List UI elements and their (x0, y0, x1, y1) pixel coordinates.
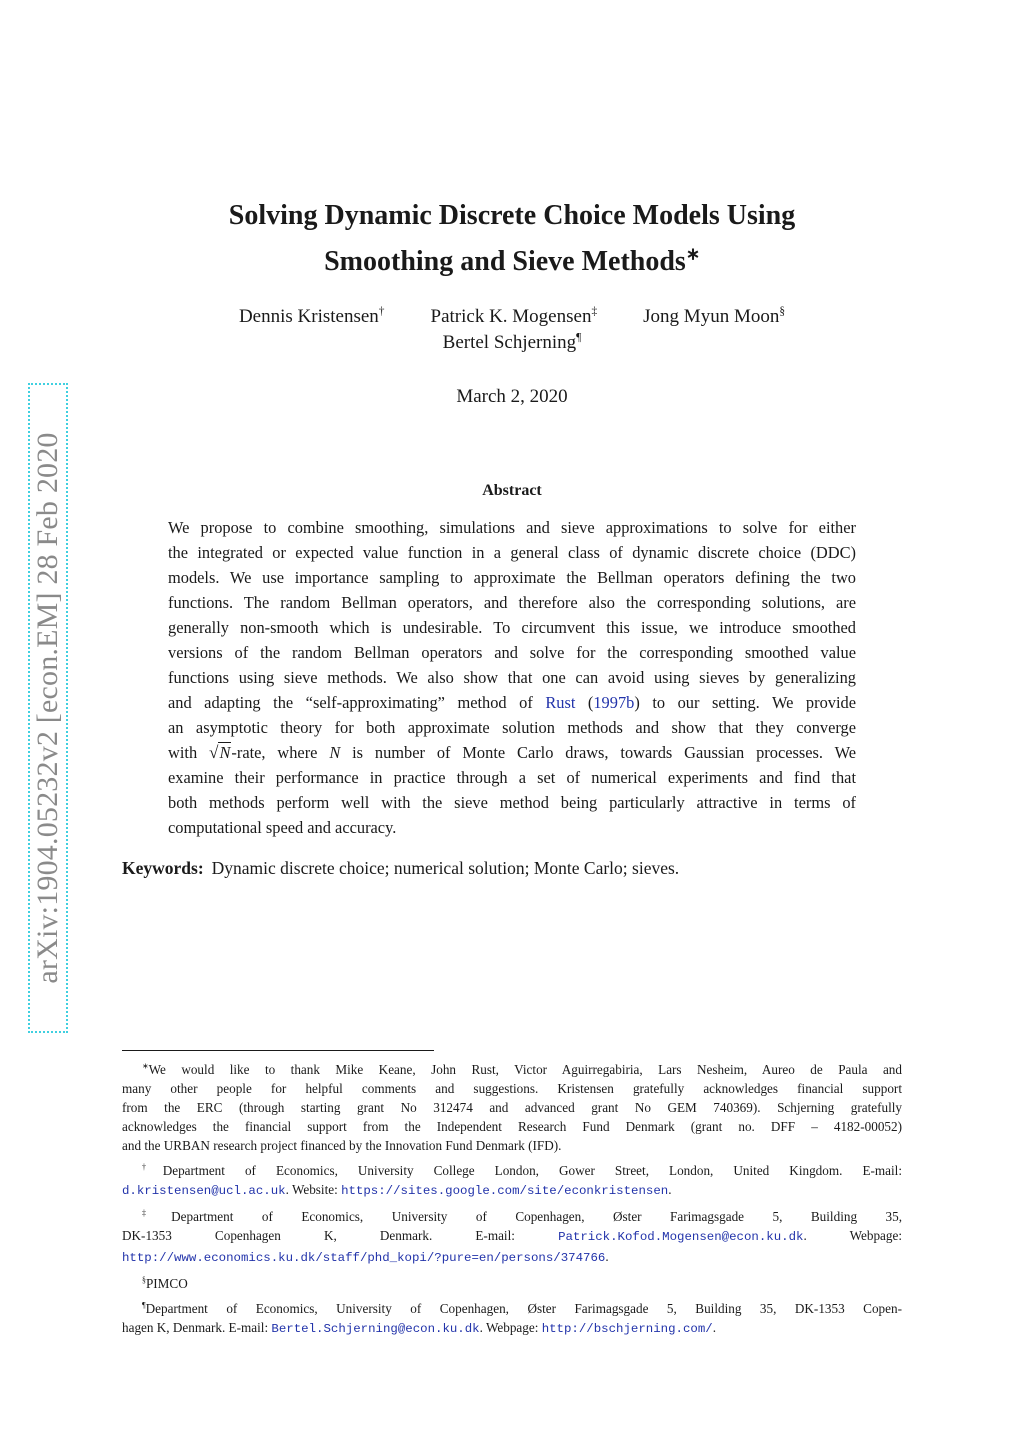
footnote-line (122, 1247, 902, 1268)
abstract-line: and adapting the “self-approximating” method of Rust (1997b) to our setting. We provide (168, 693, 856, 712)
title-line-2 (120, 239, 904, 285)
author-footnote-mark[interactable]: § (779, 305, 786, 318)
abstract-line (168, 740, 856, 765)
keywords (122, 858, 902, 879)
footnote-text: Department of Economics, University of Copenhagen, Øster Farimagsgade 5, Building 35, (171, 1209, 903, 1224)
title-line-2-text: Smoothing and Sieve Methods (324, 246, 686, 277)
footnote-line (122, 1207, 902, 1226)
footnote-line: many other people for helpful comments and suggestions. Kristensen gratefully acknowledges financial support (122, 1081, 902, 1096)
author-footnote-mark[interactable]: ‡ (591, 305, 598, 318)
footnote-text: . Website: (285, 1182, 338, 1197)
footnote-text: DK-1353 Copenhagen K, Denmark. E-mail: (122, 1228, 515, 1243)
author-name: Jong Myun Moon (643, 306, 780, 327)
footnotes (122, 1060, 902, 1345)
footnote-mark: † (142, 1162, 163, 1172)
footnote-line: and the URBAN research project financed by the Innovation Fund Denmark (IFD). (122, 1138, 562, 1153)
citation-year-link[interactable]: 1997b (593, 693, 635, 712)
abstract-line: generally non-smooth which is undesirable. To circumvent this issue, we introduce smoothed (168, 618, 856, 637)
footnote-kristensen (122, 1161, 902, 1201)
footnote-mark: ∗ (142, 1061, 149, 1071)
abstract-line: versions of the random Bellman operators and solve for the corresponding smoothed value (168, 643, 856, 662)
footnote-text: . (668, 1182, 672, 1197)
title-line-1: Solving Dynamic Discrete Choice Models Using (228, 200, 796, 231)
footnote-line (122, 1161, 902, 1180)
footnote-moon (122, 1274, 902, 1293)
author (239, 306, 385, 328)
footnote-line (122, 1180, 902, 1201)
radical-sign: √ (209, 743, 219, 762)
abstract-line: both methods perform well with the sieve method being particularly attractive in terms of (168, 793, 856, 812)
website-link[interactable]: http://bschjerning.com/ (541, 1322, 713, 1336)
footnote-text: Department of Economics, University of Copenhagen, Øster Farimagsgade 5, Building 35, DK-1353 Copen- (145, 1301, 902, 1316)
paper-date: March 2, 2020 (456, 386, 568, 407)
abstract-body (168, 515, 856, 840)
paper-title (120, 193, 904, 285)
footnote-line (122, 1274, 902, 1293)
footnote-acknowledgements (122, 1060, 902, 1155)
website-link[interactable]: http://www.economics.ku.dk/staff/phd_kopi/?pure=en/persons/374766 (122, 1251, 606, 1265)
abstract-line: functions. The random Bellman operators, and therefore also the corresponding solutions, are (168, 593, 856, 612)
author-name: Dennis Kristensen (238, 306, 379, 327)
abstract-text: -rate, where (231, 743, 318, 762)
footnote-mark: § (142, 1275, 146, 1285)
abstract-line: examine their performance in practice through a set of numerical experiments and find that (168, 768, 856, 787)
footnote-text: hagen K, Denmark. E-mail: (122, 1320, 269, 1335)
footnote-text: Department of Economics, University College London, Gower Street, London, United Kingdom. E-mail: (162, 1163, 902, 1178)
abstract-text: with (168, 743, 198, 762)
email-link[interactable]: d.kristensen@ucl.ac.uk (122, 1184, 286, 1198)
footnote-mogensen (122, 1207, 902, 1268)
footnote-line: acknowledges the financial support from the Independent Research Fund Denmark (grant no. DFF – 4182-00052) (122, 1119, 902, 1134)
abstract-text: to our setting. We provide (652, 693, 856, 712)
sqrt-variable: N (219, 743, 231, 762)
author (443, 332, 582, 353)
title-footnote-mark[interactable]: ∗ (685, 244, 700, 264)
author-name: Patrick K. Mogensen (430, 306, 592, 327)
email-link[interactable]: Bertel.Schjerning@econ.ku.dk (271, 1322, 480, 1336)
abstract-line: computational speed and accuracy. (168, 818, 397, 837)
sqrt-n-formula (209, 742, 231, 762)
footnote-line: from the ERC (through starting grant No 312474 and advanced grant No GEM 740369). Schjerning gratefully (122, 1100, 902, 1115)
abstract-line: an asymptotic theory for both approximate solution methods and show that they converge (168, 718, 856, 737)
keywords-label: Keywords: (122, 858, 204, 878)
abstract-line: the integrated or expected value function in a general class of dynamic discrete choice (DDC) (168, 543, 856, 562)
footnote-text: PIMCO (145, 1276, 188, 1291)
abstract-text: is number of Monte Carlo draws, towards Gaussian processes. We (352, 743, 857, 762)
abstract-text: and adapting the “self-approximating” method of (168, 693, 533, 712)
footnote-line (122, 1060, 902, 1079)
abstract-line: models. We use importance sampling to approximate the Bellman operators defining the two (168, 568, 856, 587)
footnote-schjerning (122, 1299, 902, 1339)
author-row-1 (120, 306, 904, 328)
author-name: Bertel Schjerning (442, 332, 577, 353)
email-link[interactable]: Patrick.Kofod.Mogensen@econ.ku.dk (558, 1230, 804, 1244)
citation-author-link[interactable]: Rust (545, 693, 576, 712)
abstract-line: We propose to combine smoothing, simulations and sieve approximations to solve for either (168, 518, 856, 537)
arxiv-stamp[interactable] (28, 383, 68, 1033)
footnote-line (122, 1299, 902, 1318)
author-footnote-mark[interactable]: † (378, 305, 385, 318)
footnote-text: . (712, 1320, 717, 1335)
footnote-text: We would like to thank Mike Keane, John Rust, Victor Aguirregabiria, Lars Nesheim, Aureo de Paula and (148, 1062, 902, 1077)
footnote-rule (122, 1050, 434, 1051)
footnote-text: . Webpage: (803, 1228, 903, 1243)
author-footnote-mark[interactable]: ¶ (576, 331, 582, 344)
abstract-heading: Abstract (482, 482, 542, 499)
author (431, 306, 598, 328)
abstract-line: functions using sieve methods. We also show that one can avoid using sieves by generalizing (168, 668, 856, 687)
variable-n: N (329, 743, 341, 762)
footnote-mark: ‡ (142, 1208, 172, 1218)
footnote-line (122, 1226, 902, 1247)
arxiv-identifier: arXiv:1904.05232v2 [econ.EM] 28 Feb 2020 (31, 432, 64, 984)
keywords-text: Dynamic discrete choice; numerical solution; Monte Carlo; sieves. (211, 858, 680, 878)
author-list (120, 306, 904, 354)
author-row-2 (120, 332, 904, 354)
footnote-line (122, 1318, 902, 1339)
footnote-text: . Webpage: (479, 1320, 539, 1335)
footnote-mark: ¶ (142, 1300, 146, 1310)
website-link[interactable]: https://sites.google.com/site/econkristensen (341, 1184, 669, 1198)
author (643, 306, 785, 328)
footnote-text: . (605, 1249, 609, 1264)
